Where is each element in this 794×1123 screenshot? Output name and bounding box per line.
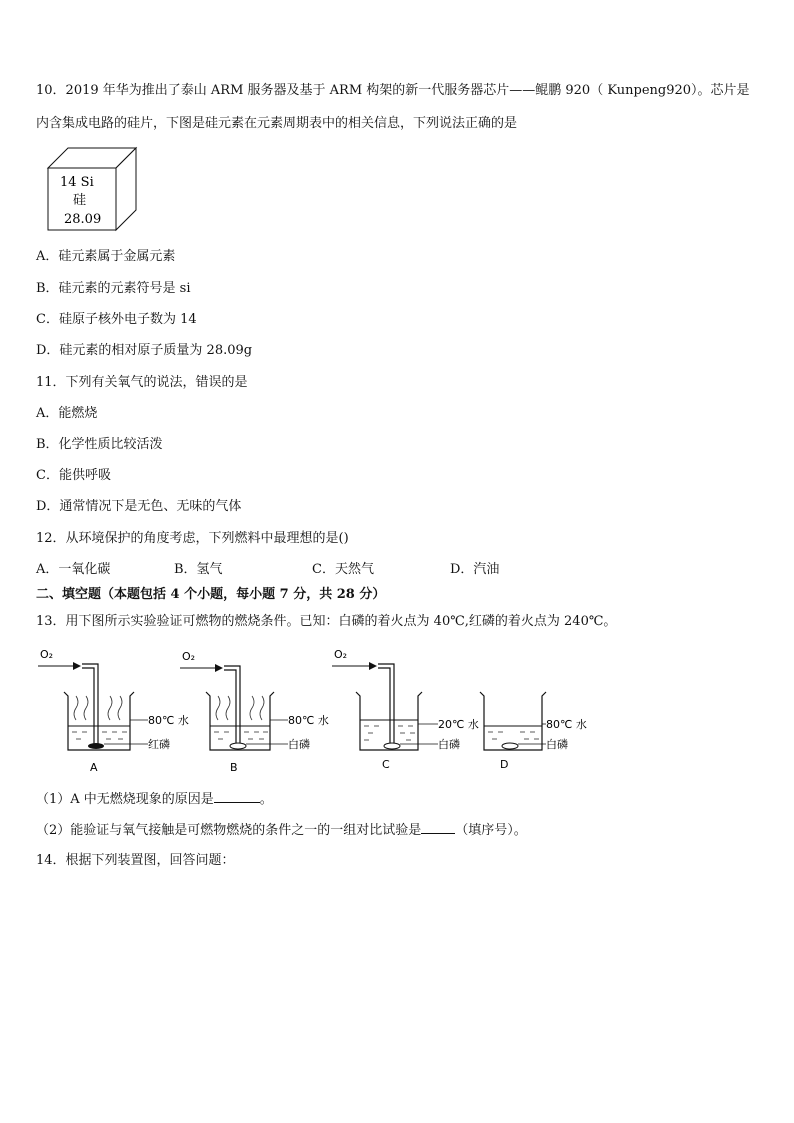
q13-sub1 xyxy=(36,790,273,809)
beaker-b-letter: B xyxy=(230,761,238,774)
q12-option-c: C．天然气 xyxy=(312,562,374,577)
q12-options xyxy=(36,561,499,579)
q12-option-a: A．一氧化碳 xyxy=(36,562,111,577)
q10-option-c: C．硅原子核外电子数为 14 xyxy=(36,312,197,327)
beaker-a-letter: A xyxy=(90,761,98,774)
q10-stem-line2: 内含集成电路的硅片，下图是硅元素在元素周期表中的相关信息，下列说法正确的是 xyxy=(36,116,518,131)
q13-experiment-diagram xyxy=(30,640,610,780)
beaker-c xyxy=(332,648,479,771)
q13-sub2-blank[interactable] xyxy=(421,821,455,834)
beaker-c-letter: C xyxy=(382,758,390,771)
q13-sub1-end: 。 xyxy=(259,792,273,807)
beaker-c-water-label: 20℃ 水 xyxy=(438,718,479,731)
q11-option-c: C．能供呼吸 xyxy=(36,468,111,483)
section-heading: 二、填空题（本题包括 4 个小题，每小题 7 分，共 28 分） xyxy=(36,587,386,602)
element-tile-silicon xyxy=(46,146,138,232)
beaker-b-water-label: 80℃ 水 xyxy=(288,714,329,727)
beaker-a-water-label: 80℃ 水 xyxy=(148,714,189,727)
beaker-a xyxy=(38,648,189,774)
q13-sub2-end: （填序号）。 xyxy=(455,823,527,838)
q10-option-d: D．硅元素的相对原子质量为 28.09g xyxy=(36,343,253,358)
q10-stem-line1: 10．2019 年华为推出了泰山 ARM 服务器及基于 ARM 构架的新一代服务器芯片——鲲鹏 920（ Kunpeng920）。芯片是 xyxy=(36,83,750,98)
beaker-b xyxy=(180,650,329,774)
q11-option-d: D．通常情况下是无色、无味的气体 xyxy=(36,499,242,514)
beaker-d-phosphorus-label: 白磷 xyxy=(546,738,568,751)
beaker-d-letter: D xyxy=(500,758,509,771)
q12-option-d: D．汽油 xyxy=(450,562,500,577)
element-mass: 28.09 xyxy=(64,212,102,227)
beaker-b-phosphorus-label: 白磷 xyxy=(288,738,310,751)
q13-sub2 xyxy=(36,821,527,840)
q11-option-a: A．能燃烧 xyxy=(36,406,98,421)
q13-sub2-text: （2）能验证与氧气接触是可燃物燃烧的条件之一的一组对比试验是 xyxy=(36,823,422,838)
beaker-a-phosphorus-label: 红磷 xyxy=(148,738,170,751)
q12-option-b: B．氢气 xyxy=(174,562,223,577)
element-name: 硅 xyxy=(73,193,87,208)
beaker-c-o2-label: O₂ xyxy=(334,648,348,661)
q10-option-b: B．硅元素的元素符号是 si xyxy=(36,281,191,296)
q13-sub1-blank[interactable] xyxy=(214,790,260,803)
q10-option-a: A．硅元素属于金属元素 xyxy=(36,249,176,264)
beaker-c-phosphorus-label: 白磷 xyxy=(438,738,460,751)
beaker-d xyxy=(480,692,587,771)
q12-stem: 12．从环境保护的角度考虑，下列燃料中最理想的是() xyxy=(36,531,349,546)
element-number-symbol: 14 Si xyxy=(60,175,94,190)
beaker-b-o2-label: O₂ xyxy=(182,650,196,663)
beaker-d-water-label: 80℃ 水 xyxy=(546,718,587,731)
beaker-a-o2-label: O₂ xyxy=(40,648,54,661)
q13-sub1-text: （1）A 中无燃烧现象的原因是 xyxy=(36,792,214,807)
q11-option-b: B．化学性质比较活泼 xyxy=(36,437,163,452)
q13-stem: 13．用下图所示实验验证可燃物的燃烧条件。已知：白磷的着火点为 40℃,红磷的着火点为 240℃。 xyxy=(36,614,617,629)
q11-stem: 11．下列有关氧气的说法，错误的是 xyxy=(36,375,248,390)
q14-stem: 14．根据下列装置图，回答问题： xyxy=(36,853,235,868)
